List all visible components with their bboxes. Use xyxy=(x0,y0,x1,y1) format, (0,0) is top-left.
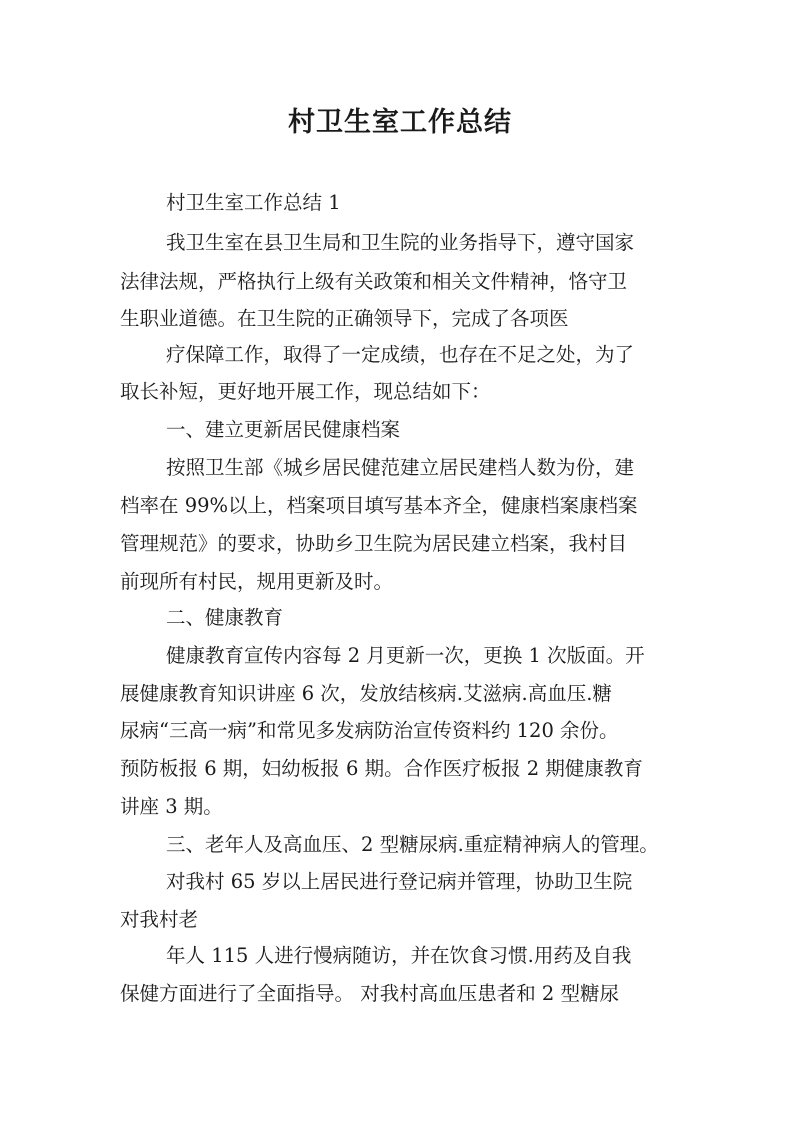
paragraph-line: 生职业道德。在卫生院的正确领导下，完成了各项医 xyxy=(120,307,569,330)
document-title: 村卫生室工作总结 xyxy=(288,107,512,138)
paragraph-line: 年人 115 人进行慢病随访，并在饮食习惯.用药及自我 xyxy=(166,944,632,967)
paragraph-line: 保健方面进行了全面指导。 对我村高血压患者和 2 型糖尿 xyxy=(120,982,620,1005)
paragraph-line: 尿病“三高一病”和常见多发病防治宣传资料约 120 余份。 xyxy=(120,719,619,742)
section-heading: 一、建立更新居民健康档案 xyxy=(166,418,401,441)
section-heading: 三、老年人及高血压、2 型糖尿病.重症精神病人的管理。 xyxy=(166,833,659,856)
paragraph-line: 对我村 65 岁以上居民进行登记病并管理，协助卫生院 xyxy=(166,870,633,893)
paragraph-line: 法律法规，严格执行上级有关政策和相关文件精神，恪守卫 xyxy=(120,270,628,293)
paragraph-line: 管理规范》的要求，协助乡卫生院为居民建立档案，我村目 xyxy=(120,532,628,555)
paragraph-line: 取长补短，更好地开展工作，现总结如下： xyxy=(120,380,491,403)
section-heading: 村卫生室工作总结 1 xyxy=(166,191,341,214)
paragraph-line: 预防板报 6 期，妇幼板报 6 期。合作医疗板报 2 期健康教育 xyxy=(120,757,643,780)
paragraph-line: 健康教育宣传内容每 2 月更新一次，更换 1 次版面。开 xyxy=(166,644,645,667)
paragraph-line: 档率在 99%以上，档案项目填写基本齐全，健康档案康档案 xyxy=(120,494,638,517)
section-heading: 二、健康教育 xyxy=(166,606,284,629)
paragraph-line: 对我村老 xyxy=(120,908,199,931)
paragraph-line: 按照卫生部《城乡居民健范建立居民建档人数为份，建 xyxy=(166,456,635,479)
paragraph-line: 展健康教育知识讲座 6 次，发放结核病.艾滋病.高血压.糖 xyxy=(120,682,612,705)
paragraph-line: 我卫生室在县卫生局和卫生院的业务指导下，遵守国家 xyxy=(166,231,635,254)
paragraph-line: 讲座 3 期。 xyxy=(120,795,223,818)
paragraph-line: 前现所有村民，规用更新及时。 xyxy=(120,570,394,593)
paragraph-line: 疗保障工作，取得了一定成绩，也存在不足之处，为了 xyxy=(166,343,635,366)
